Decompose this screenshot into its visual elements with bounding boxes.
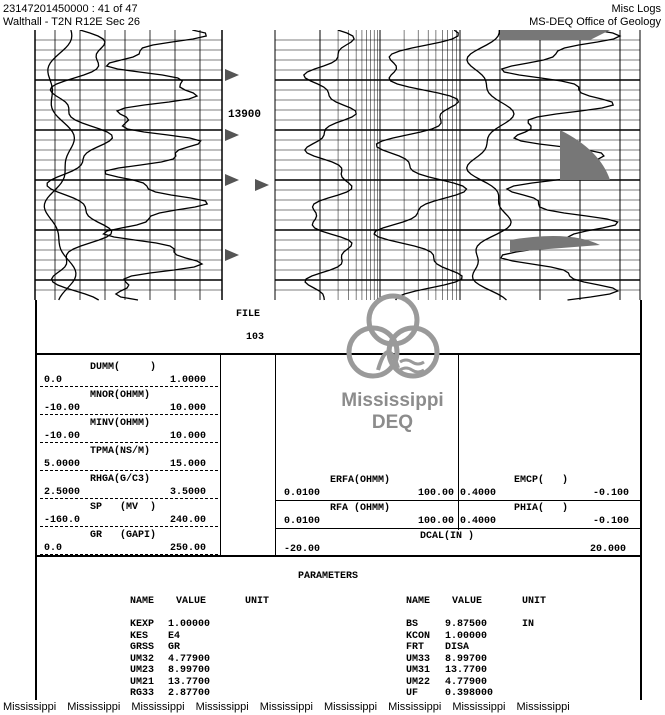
rhoga-curve (44, 30, 76, 300)
param-name: GRSS (130, 642, 155, 653)
param-name: KES (130, 630, 149, 642)
param-col-value-left: VALUE (176, 596, 207, 607)
scale-box-bottom (35, 555, 642, 557)
left-scale-min: 0.0 (44, 375, 63, 386)
shaded-crossover (500, 30, 610, 40)
param-value: 13.7700 (445, 665, 488, 676)
scale-min-dcal: -20.00 (284, 544, 321, 555)
scale-max-emcp: -0.100 (593, 488, 630, 499)
footer-word: Mississippi (131, 701, 185, 713)
depth-marker: 13900 (228, 109, 262, 121)
param-col-value-right: VALUE (452, 596, 483, 607)
param-name: UM21 (130, 676, 155, 688)
param-value: 4.77900 (445, 676, 488, 688)
left-scale-max: 15.000 (170, 459, 207, 470)
param-name: UM33 (406, 653, 431, 665)
param-value: E4 (168, 630, 181, 642)
param-value: 13.7700 (168, 676, 211, 688)
scale-max-dcal: 20.000 (590, 544, 627, 555)
left-scale-max: 250.00 (170, 543, 207, 554)
footer-word: Mississippi (388, 701, 442, 713)
scale-max-erfa: 100.00 (418, 488, 455, 499)
param-value: 1.00000 (168, 619, 211, 630)
log-curves (44, 30, 620, 300)
param-name: BS (406, 619, 419, 630)
scale-rule-right-1 (275, 500, 640, 501)
left-scale-rule (40, 470, 218, 471)
scale-min-erfa: 0.0100 (284, 488, 321, 499)
left-scale-rule (40, 526, 218, 527)
footer-word: Mississippi (67, 701, 121, 713)
scale-max-rfa: 100.00 (418, 516, 455, 527)
scale-min-rfa: 0.0100 (284, 516, 321, 527)
sp-curve (104, 30, 208, 300)
left-scale-max: 240.00 (170, 515, 207, 526)
left-scale-min: 0.0 (44, 543, 63, 554)
param-value: 8.99700 (445, 653, 488, 665)
log-category: Misc Logs (611, 3, 661, 15)
left-scale-rule (40, 554, 218, 555)
param-name: RG33 (130, 688, 155, 699)
footer-word: Mississippi (195, 701, 249, 713)
erfa-curve (374, 30, 466, 300)
footer-word: Mississippi (516, 701, 570, 713)
deq-logo-icon (338, 290, 448, 390)
left-scale-name: DUMM( ) (90, 362, 157, 373)
watermark (320, 290, 465, 434)
left-scale-max: 10.000 (170, 431, 207, 442)
scale-name-emcp: EMCP( ) (514, 475, 569, 486)
scale-name-phia: PHIA( ) (514, 503, 569, 514)
scale-min-emcp: 0.4000 (460, 488, 497, 499)
watermark-line-2: DEQ (371, 412, 414, 433)
left-scale-rule (40, 386, 218, 387)
param-value: 2.87700 (168, 688, 211, 699)
left-scale-name: MNOR(OHMM) (90, 390, 151, 401)
box-right-border (640, 300, 642, 700)
param-name: UM22 (406, 676, 431, 688)
left-scale-name: TPMA(NS/M) (90, 446, 151, 457)
footer-word: Mississippi (259, 701, 313, 713)
param-name: KEXP (130, 619, 155, 630)
log-tracks (0, 30, 665, 330)
scale-name-erfa: ERFA(OHMM) (330, 475, 391, 486)
left-scale-name: GR (GAPI) (90, 530, 157, 541)
scale-max-phia: -0.100 (593, 516, 630, 527)
param-name: UM23 (130, 665, 155, 676)
watermark-line-1: Mississippi (341, 390, 444, 411)
param-value: 8.99700 (168, 665, 211, 676)
footer-word: Mississippi (452, 701, 506, 713)
param-col-unit-right: UNIT (522, 596, 547, 607)
shaded-crossover (510, 236, 600, 252)
box-left-border (35, 300, 37, 700)
track-spike (225, 174, 239, 186)
left-scale-name: MINV(OHMM) (90, 418, 151, 429)
footer-word: Mississippi (3, 701, 57, 713)
well-id: 23147201450000 : 41 of 47 (3, 3, 138, 15)
left-scale-max: 1.0000 (170, 375, 207, 386)
scale-name-dcal: DCAL(IN ) (420, 531, 475, 542)
left-scale-max: 3.5000 (170, 487, 207, 498)
param-value: 4.77900 (168, 653, 211, 665)
parameters-title: PARAMETERS (298, 571, 359, 582)
footer-strip (0, 700, 665, 715)
rfa-curve (304, 30, 356, 300)
scale-rule-right-2 (275, 528, 640, 529)
left-scale-rule (40, 442, 218, 443)
param-value: DISA (445, 642, 470, 653)
footer-word: Mississippi (323, 701, 378, 713)
well-location: Walthall - T2N R12E Sec 26 (3, 16, 140, 28)
left-scale-name: SP (MV ) (90, 502, 157, 513)
left-scale-max: 10.000 (170, 403, 207, 414)
track-spike (225, 249, 239, 261)
agency-name: MS-DEQ Office of Geology (529, 16, 661, 28)
left-scale-rule (40, 414, 218, 415)
param-col-name-right: NAME (406, 596, 431, 607)
scale-min-phia: 0.4000 (460, 516, 497, 527)
param-value: 0.398000 (445, 688, 494, 699)
left-scale-min: -160.0 (44, 515, 81, 526)
scale-name-rfa: RFA (OHMM) (330, 503, 391, 514)
left-scale-min: 2.5000 (44, 487, 81, 498)
track-spike (225, 129, 239, 141)
param-name: UM32 (130, 653, 155, 665)
left-scale-rule (40, 498, 218, 499)
scale-divider-1 (220, 355, 221, 555)
param-value: 1.00000 (445, 630, 488, 642)
track-spike (255, 179, 269, 191)
track-spike (225, 69, 239, 81)
param-name: UM31 (406, 665, 431, 676)
file-number: 103 (246, 332, 265, 343)
param-unit: IN (522, 619, 535, 630)
left-scale-min: 5.0000 (44, 459, 81, 470)
param-value: 9.87500 (445, 619, 488, 630)
left-scale-min: -10.00 (44, 403, 81, 414)
param-col-name-left: NAME (130, 596, 155, 607)
param-value: GR (168, 642, 181, 653)
param-col-unit-left: UNIT (245, 596, 270, 607)
left-scale-name: RHGA(G/C3) (90, 474, 151, 485)
left-scale-min: -10.00 (44, 431, 81, 442)
scale-divider-2 (275, 355, 276, 555)
param-name: UF (406, 688, 419, 699)
file-label: FILE (236, 309, 261, 320)
param-name: KCON (406, 630, 431, 642)
param-name: FRT (406, 642, 425, 653)
